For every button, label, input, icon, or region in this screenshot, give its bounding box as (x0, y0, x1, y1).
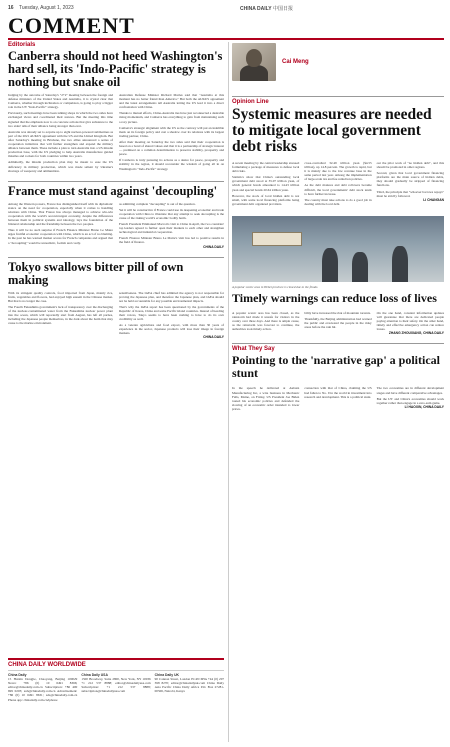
masthead-block-name: China Daily UK (154, 673, 179, 677)
opinion-headline: Systemic measures are needed to mitigate local government debt risks (232, 106, 432, 155)
lead-col1-p2: Previously, such meetings have been talking shops in which the two sides have exchanged views and coordinated their stances. But the meeting this time signaled that the emphasis now is on concrete actions that give substance to the two sides' talk of their alliance being stronger than ever. (8, 111, 113, 128)
column-divider (228, 42, 229, 742)
second-byline: CHINA DAILY (203, 244, 224, 249)
third-byline: CHINA DAILY (203, 335, 224, 340)
author-box (232, 42, 444, 82)
second-editorial-headline: France must stand against 'decoupling' (8, 181, 224, 198)
what-they-say-body (232, 386, 444, 411)
lead-editorial-headline: Canberra should not heed Washington's hard sell, its 'Indo-Pacific' strategy is nothing but snake oil (8, 49, 223, 89)
warnings-col2-p1: bility have increased the risk of mountain torrents. (304, 310, 371, 315)
opinion-col2-p3: The country must take actions to do a good job in dealing with the local debt. (304, 197, 372, 206)
page-number: 16 (8, 5, 14, 11)
lead-col1-p3: Australia was already set to acquire up to eight nuclear-powered submarines as part of the 2021 AUKUS agreement with the US and the United Kingdom. But after Saturday's meeting in Brisbane, the two allies announced a series of cooperation initiatives that will further strengthen and expand the military alliance between them. These include a plan to turn Australia into a US missile production base, with the US pledging to help Australia manufacture guided missiles and rockets for both countries within two years. (8, 129, 113, 159)
brand-name: CHINA DAILY (240, 6, 272, 12)
masthead-block-name: China Daily (8, 673, 27, 677)
photo-person (352, 252, 368, 282)
second-col2-p4: French Finance Minister Bruno Le Maire's visit has led to positive results in the field of finance. (119, 236, 224, 245)
lead-col2-p1: Australian Defense Minister Richard Marles said that "Australia at this moment has no better friend than America." But both the AUKUS agreement and the latest arrangements tell Australia letting the US lead it into a direct confrontation with China. (119, 93, 224, 110)
second-col2-p2: Yet it will be constructive if France could use its deepening economic and trade cooperation with China to illustrate that any attempt to seek decoupling is the cause of the risking world's economic bodily harm. (119, 207, 224, 220)
section-title: COMMENT (8, 13, 135, 38)
warnings-body (232, 311, 444, 335)
masthead-title: CHINA DAILY WORLDWIDE (8, 660, 224, 671)
second-col2-p3: French President Emmanuel Macron's visit to China in April, the two countries' top leaders agreed to further open their markets to each other and strengthen technological and industrial cooperation. (119, 222, 224, 235)
lead-col2-p5: If Canberra is truly pursuing its actions as a desire for peace, prosperity and stability in the region, it should reconsider the wisdom of going all in on Washington's "Indo-Pacific" strategy. (119, 158, 224, 171)
opinion-col1-p1: A recent meeting by the central leadership stressed formulating a package of measures to defuse local debt risks. (232, 161, 300, 174)
third-col2-p3: As a veteran agriculture and food export, with more than 30 years of experience in the sector, Japanese products will lose their image in foreign markets. (119, 323, 224, 336)
wts-col1-p1: In the speech he delivered at Auburn Manufacturing Inc, a wire business in Mechanic Falls, Maine, on Friday, US President Joe Biden touted his economic policies and defended the slowing of an economic order intended to lower prices. (232, 386, 300, 411)
warnings-byline: ZHANG ZHOUXIANG, CHINA DAILY (388, 331, 444, 336)
masthead-block (8, 673, 77, 702)
lead-editorial-body (8, 93, 224, 173)
opinion-col3-p2: Second, given that local government financing platforms are the main source of hidden debts, they should gradually be stripped of financing functions. (376, 171, 444, 188)
masthead-block-text: 1500 Broadway, Suite 2800, New York, NY 10036 +1 212 537 8888; editor@chinadailyusa.com Subscription: +1 212 537 8888; subscription@chinadailyusa.com (81, 677, 151, 694)
second-editorial-body (8, 202, 224, 249)
second-col2-p1: as admitting complete "decoupling" is out of the question. (119, 201, 196, 206)
opinion-column (232, 42, 444, 411)
warnings-headline: Timely warnings can reduce loss of lives (232, 290, 437, 305)
wts-col3-p2: But the US' and China's economies should work together rather than engage in a zero-sum game. (376, 396, 444, 405)
warnings-col2-p2: Thankfully, the Beijing administration had warned the public and evacuated the people in the risky areas before the rain hit. (304, 317, 372, 330)
editorials-column (8, 42, 224, 339)
masthead-block (81, 673, 150, 702)
opinion-col2-p1: cross-controlled 32.49 trillion yuan ($4.55 trillion), up 14.8 percent. The growth is rapid, but it is mainly due to the low revenue base in the same period last year. Among the implementation of large-scale tax and fee reduction policies. (304, 161, 372, 182)
third-col1-p2: The Fourth Fukushima government's lack of transparency over the discharging of the nuclear-contaminated water from the Fukushima nuclear power plant into the ocean, which will reportedly start from August, has left all parties, including the Japanese people themselves, in the dark about the harm that may cause to the marine environment. (8, 304, 113, 326)
warnings-col1-p1: A popular scenic area has been closed, as the rainstorm had made it unsafe for visitors in the county over three days. And there is ample cause, as the rainstorm was forecast to continue, the authorities took timely action. (232, 310, 300, 332)
lead-col1-p1: Judging by the outcome of Saturday's "2+2" meeting between the foreign and defense ministers of the United States and Australia, it is crystal clear that Canberra, whether through inclination or compulsion, is going to play a bigger role in the US' "Indo-Pacific" strategy. (8, 93, 113, 110)
masthead-block-text: 15 Huixin Dongjie, Chaoyang, Beijing 100029 News: +86 (0) 10 6491 8366; editor@chinadaily.com.cn Subscription: +86 400 699 0203; sub@chinadaily.com.cn Advertisement: +86 (0) 10 6491 8631; ads@chinadaily.com.cn Phone app: chinadaily.com.cn/iphone (8, 677, 78, 702)
third-col2-p2: That's why the IAEA report has been questioned by the governments of the Republic of Korea, China and some Pacific island countries. Instead of heeding their voices, Tokyo seems to have been rushing to have to do its own credibility as well. (119, 304, 224, 322)
masthead-block-text: 90 Cannon Street, London EC4N 6HA +44 (0) 207 398 8270; editor@chinadailyuk.com China Daily Asia Pacific China Daily Africa P.O. Box 27281-00506, Nairobi, Kenya (154, 677, 224, 694)
photo-sign (252, 232, 302, 246)
wts-col2-p1: connection with that of China, claiming the US had fallen to No. 9 in the world in investment into research and development. This is a political stunt. (304, 386, 372, 399)
opinion-kicker: Opinion Line (232, 96, 444, 105)
photo-caption: A popular scenic area in Hebei province is closed due to the floods. (232, 284, 319, 289)
brand-block (240, 5, 450, 12)
page-date: Tuesday, August 1, 2023 (18, 5, 74, 11)
wts-col3-p1: The two economies are in different development stages and have different comparative advantages. (376, 386, 444, 395)
third-editorial-headline: Tokyo swallows bitter pill of own making (8, 257, 224, 287)
opinion-byline: LI CHANGAN (423, 197, 444, 202)
photo-person (392, 246, 408, 282)
what-they-say-kicker: What They Say (232, 343, 444, 352)
second-col1-p2: Thus it will be no such surprise if French Finance Minister Bruno Le Maire urges fruitful economic cooperation with China, which is an act of no blaming. In the past he has warned market access for French companies and argued that a "decoupling" would be unrealistic, foolish and costly. (8, 228, 113, 245)
lead-col2-p4: After their meeting on Saturday the two sides said that their cooperation is based on a bond of shared values and that it is a partnership of strategic interest — premised on a common determination to preserve stability, prosperity and peace. (119, 139, 224, 157)
wts-byline: LI HAOXIN, CHINA DAILY (404, 404, 444, 409)
author-name: Cai Meng (282, 59, 309, 65)
worldwide-masthead (8, 658, 224, 742)
what-they-say-headline: Pointing to the 'narrative gap' a political stunt (232, 353, 440, 381)
opinion-col2-p2: As the debt matures and debt rollovers became difficult, the local governments' debt stock tends to have further increase. (304, 183, 372, 196)
flood-photo (232, 216, 444, 282)
header-rule (8, 38, 444, 40)
third-editorial-body (8, 291, 224, 340)
opinion-col1-p3: However, the stock of local hidden debt is not small, with some local financing platforms being government debt organized providers. (232, 193, 300, 206)
opinion-body (232, 161, 444, 206)
opinion-col3-p3: Third, the principle that "whoever borrows repays" must be strictly followed. (376, 189, 444, 198)
editorials-kicker: Editorials (8, 42, 36, 48)
second-col1-p1: Among the Western powers, France has distinguished itself with its diplomatic stance on the need for cooperation, especially when it comes to handling relations with China. That France has always managed to achieve win-win cooperation with the world's second-largest economy, despite the differences between them in political systems and ideology, lays the foundation of the bilateral relationship and the friendship between the two peoples. (8, 201, 113, 227)
masthead-block-name: China Daily USA (81, 673, 108, 677)
lead-col1-p4: Admittedly, the missile production plan may be meant to ease the US deficiency in military production, which was made salient by Ukraine's shortage of weaponry and ammunition. (8, 160, 113, 173)
third-col2-p1: sensitiveness. The IAEA chief has admitted the agency is not responsible for proving the Japanese plan, and therefore the Japanese plan, and IAEA should not be held accountable for any possible environmental impacts. (119, 290, 224, 303)
lead-col2-p2: Thanks to mutual efforts, China-Australia ties have just reconnected a desirable rising momentum, and Canberra has everything to gain from maintaining such a rosy picture. (119, 111, 224, 124)
author-photo (232, 43, 276, 81)
warnings-col3-p1: On the one hand, constant information updates will guarantee that there are dedicated people paying attention to their safety. On the other hand, timely and effective emergency action can reduce losses. (376, 310, 444, 332)
brand-name-cn: 中国日报 (272, 6, 293, 12)
photo-person (322, 248, 338, 282)
opinion-col1-p2: Statistics show that China's outstanding local government debt stood at 35.07 trillion yuan, of which general bonds amounted to 14.43 trillion yuan and special bonds 20.64 trillion yuan. (232, 175, 300, 192)
opinion-col3-p1: out the pilot work of "no hidden debt", and this should be promoted in other regions. (376, 161, 444, 170)
lead-col2-p3: Canberra's strategic alignment with the US as the contrary will put an indelible mark on its foreign policy and cast a shadow over its relations with its largest trading partner, China. (119, 125, 224, 138)
masthead-block (155, 673, 224, 702)
third-col1-p1: With its stringent quality controls, food imported from Japan, mainly rice, fruits, vegetables and flowers, had enjoyed high esteem in the Chinese market. But that is no longer the case. (8, 290, 113, 303)
